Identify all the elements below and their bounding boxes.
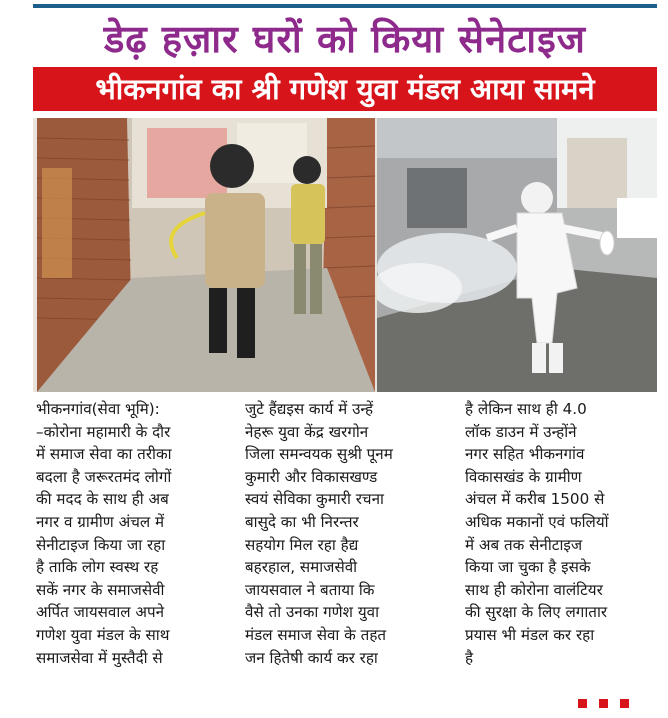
article-line: प्रयास भी मंडल कर रहा	[465, 625, 595, 644]
article-line: नगर व ग्रामीण अंचल में	[36, 512, 165, 531]
article-line: नेहरू युवा केंद्र खरगोन	[245, 422, 369, 441]
article-column-3	[465, 398, 660, 669]
end-mark	[599, 699, 608, 708]
article-line: है	[465, 648, 474, 667]
article-line: सहयोग मिल रहा हैद्य	[245, 535, 359, 554]
headline: डेढ़ हज़ार घरों को किया सेनेटाइज	[103, 17, 587, 61]
article-line: समाजसेवा में मुस्तैदी से	[36, 648, 163, 667]
article-line: जायसवाल ने बताया कि	[245, 580, 375, 599]
photo-volunteers-spraying	[37, 118, 375, 392]
article-line: में समाज सेवा का तरीका	[36, 445, 172, 464]
article-line: जुटे हैंद्यइस कार्य में उन्हें	[245, 400, 374, 418]
article-line: साथ ही कोरोना वालंटियर	[465, 580, 603, 599]
top-rule	[33, 4, 657, 8]
article-line: अंचल में करीब 1500 से	[465, 490, 605, 509]
article-line: है ताकि लोग स्वस्थ रह	[36, 558, 159, 577]
article-line: स्वयं सेविका कुमारी रचना	[245, 490, 384, 509]
article-line: में अब तक सेनीटाइज	[465, 535, 583, 554]
article-line: सेनीटाइज किया जा रहा	[36, 535, 166, 554]
article-line: कुमारी और विकासखण्ड	[245, 467, 378, 486]
article-column-2	[245, 398, 445, 669]
article-line: –कोरोना महामारी के दौर	[36, 422, 171, 441]
article-line: बहरहाल, समाजसेवी	[245, 558, 358, 577]
end-marks	[578, 699, 629, 708]
article-line: बासुदे का भी निरन्तर	[245, 512, 359, 531]
article-line: गणेश युवा मंडल के साथ	[36, 625, 170, 644]
article-line: की मदद के साथ ही अब	[36, 490, 169, 509]
article-line: जिला समन्वयक सुश्री पूनम	[245, 445, 393, 464]
article-line: जन हितेषी कार्य कर रहा	[245, 648, 378, 667]
photo-volunteer-ppe	[377, 118, 657, 392]
subheadline: भीकनगांव का श्री गणेश युवा मंडल आया सामने	[33, 67, 657, 111]
article-line: बदला है जरूरतमंद लोगों	[36, 467, 172, 486]
photo-strip	[33, 118, 657, 392]
article-line: वैसे तो उनका गणेश युवा	[245, 603, 380, 622]
end-mark	[578, 699, 587, 708]
article-line: किया जा चुका है इसके	[465, 558, 591, 577]
article-line: अर्पित जायसवाल अपने	[36, 603, 165, 622]
end-mark	[620, 699, 629, 708]
article-column-1	[36, 398, 226, 669]
article-line: है लेकिन साथ ही 4.0	[465, 400, 587, 418]
article-line: विकासखंड के ग्रामीण	[465, 467, 582, 486]
article-line: अधिक मकानों एवं फलियों	[465, 512, 609, 531]
article-line: भीकनगांव(सेवा भूमि):	[36, 400, 160, 418]
article-line: लॉक डाउन में उन्होंने	[465, 422, 577, 441]
article-line: नगर सहित भीकनगांव	[465, 445, 585, 464]
article-line: की सुरक्षा के लिए लगातार	[465, 603, 608, 622]
article-line: मंडल समाज सेवा के तहत	[245, 625, 387, 644]
article-line: सकें नगर के समाजसेवी	[36, 580, 165, 599]
